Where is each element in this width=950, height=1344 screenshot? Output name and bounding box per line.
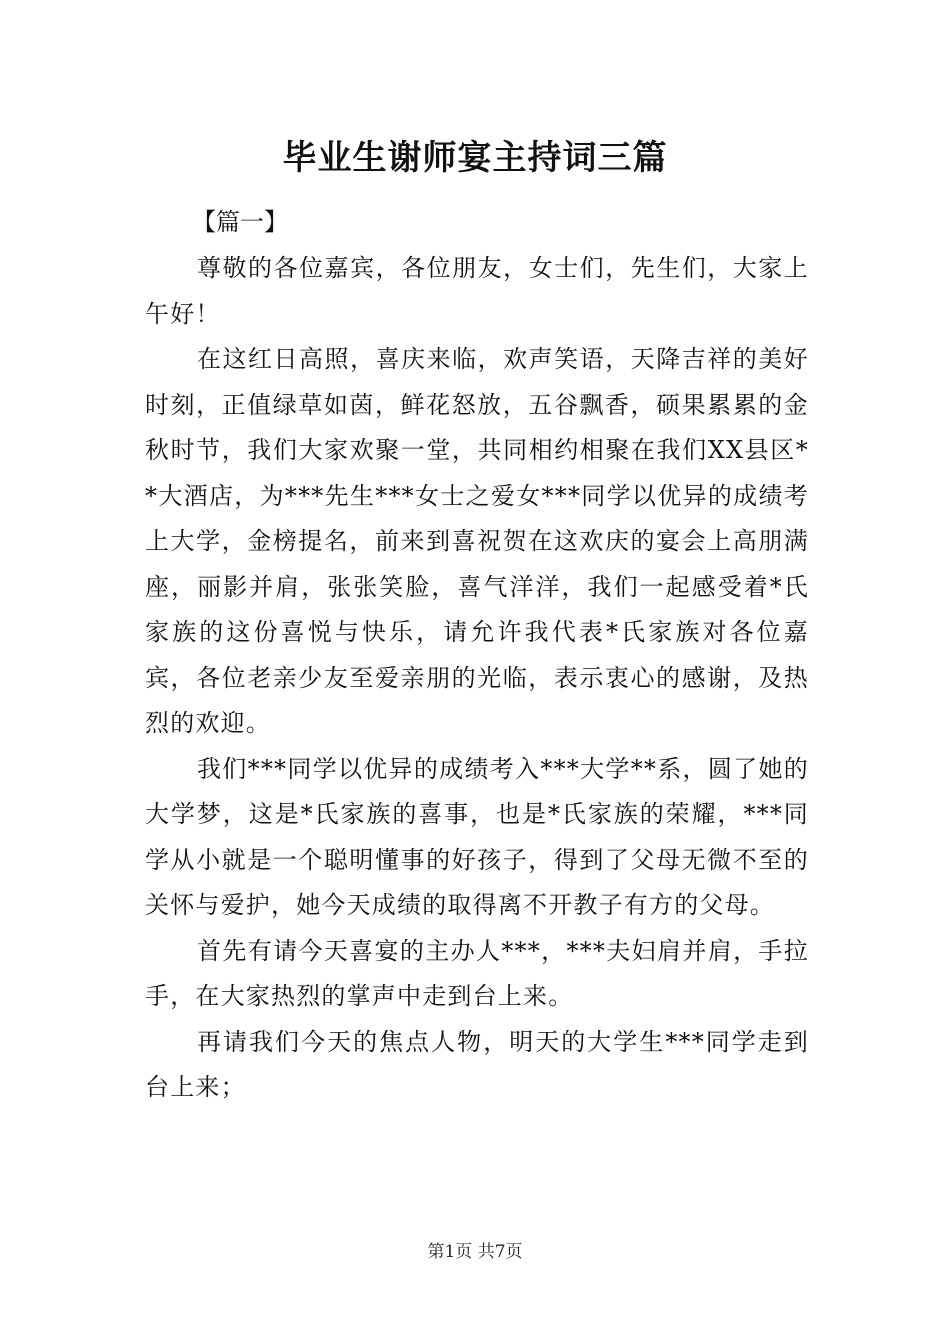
document-body: [145, 246, 809, 1111]
section-label: 【篇一】: [192, 208, 288, 236]
paragraph: 我们***同学以优异的成绩考入***大学**系，圆了她的大学梦，这是*氏家族的喜事，也是*氏家族的荣耀，***同学从小就是一个聪明懂事的好孩子，得到了父母无微不至的关怀与爱护，她今天成绩的取得离不开教子有方的父母。: [145, 754, 809, 919]
page-footer: 第1页 共7页: [427, 1242, 523, 1262]
paragraph: 在这红日高照，喜庆来临，欢声笑语，天降吉祥的美好时刻，正值绿草如茵，鲜花怒放，五谷飘香，硕果累累的金秋时节，我们大家欢聚一堂，共同相约相聚在我们XX县区**大酒店，为***先生***女士之爱女***同学以优异的成绩考上大学，金榜提名，前来到喜祝贺在这欢庆的宴会上高朋满座，丽影并肩，张张笑脸，喜气洋洋，我们一起感受着*氏家族的这份喜悦与快乐，请允许我代表*氏家族对各位嘉宾，各位老亲少友至爱亲朋的光临，表示衷心的感谢，及热烈的欢迎。: [145, 345, 809, 737]
paragraph: 首先有请今天喜宴的主办人***，***夫妇肩并肩，手拉手，在大家热烈的掌声中走到台上来。: [145, 936, 809, 1010]
document-title: 毕业生谢师宴主持词三篇: [282, 138, 668, 178]
paragraph: 再请我们今天的焦点人物，明天的大学生***同学走到台上来；: [145, 1027, 809, 1101]
paragraph: 尊敬的各位嘉宾，各位朋友，女士们，先生们，大家上午好！: [145, 254, 809, 328]
